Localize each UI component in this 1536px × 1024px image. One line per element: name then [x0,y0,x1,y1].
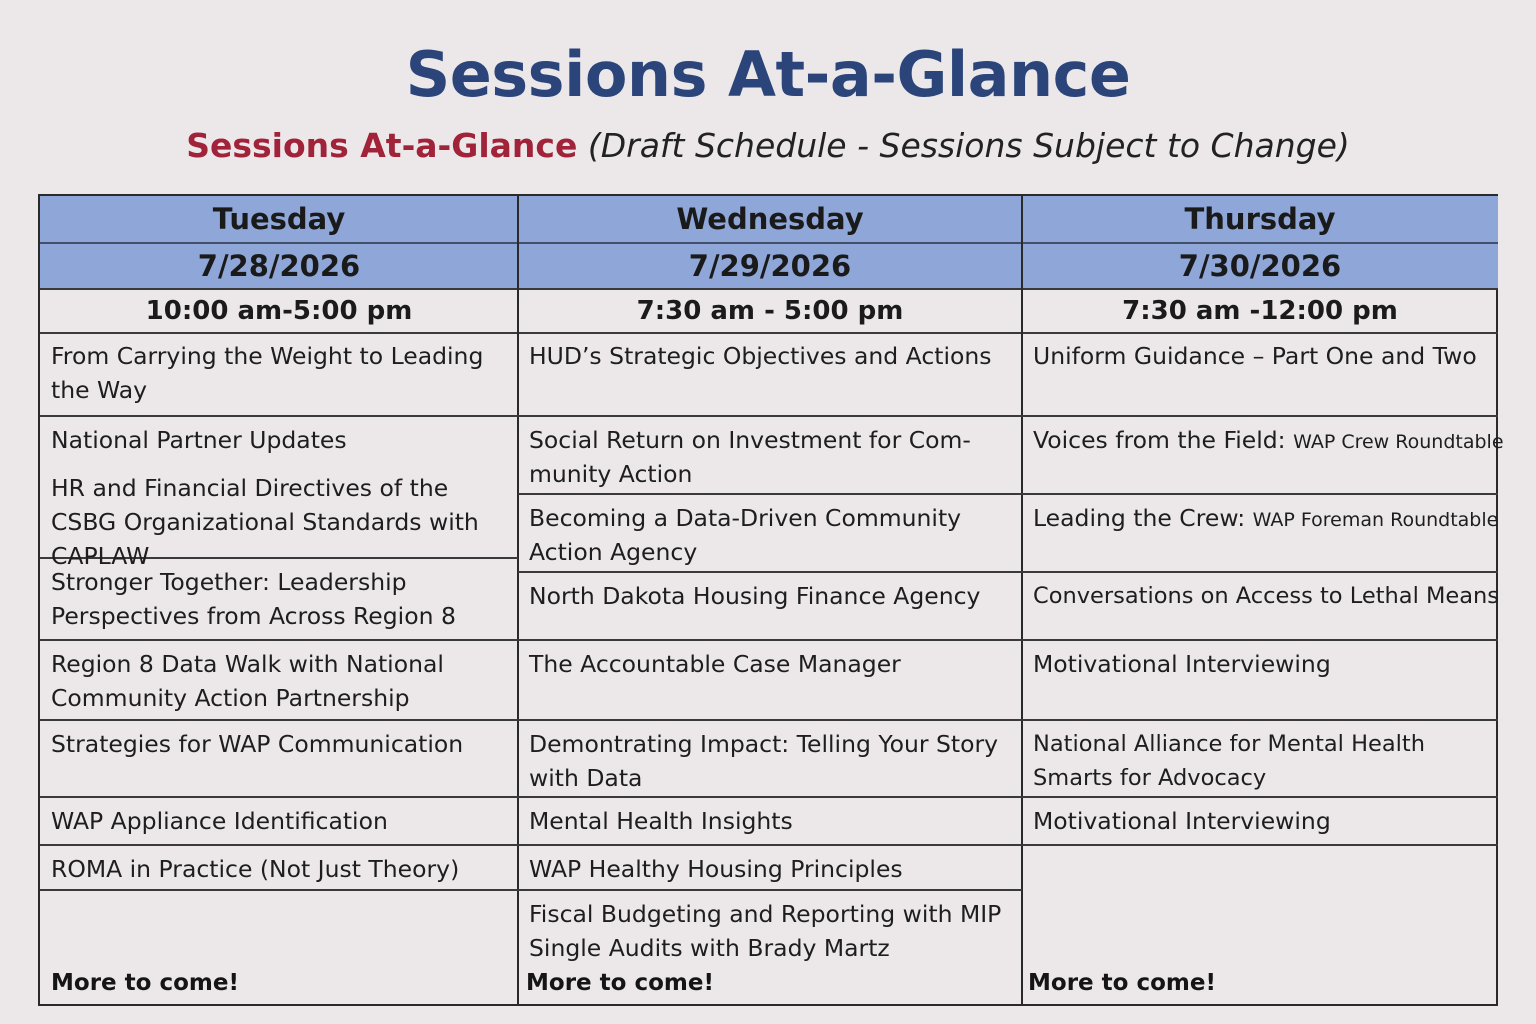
session-cell [40,333,516,407]
schedule-table [38,194,1504,1006]
day-header-tuesday: Tuesday [40,196,518,242]
more-to-come-thursday: More to come! [1028,970,1216,996]
session-title: HUD’s Strategic Objectives and Actions [529,342,992,370]
page-subtitle [0,126,1536,165]
session-cell [1022,333,1498,373]
divider [40,242,1498,244]
session-cell [518,573,1020,613]
session-title: North Dakota Housing Finance Agency [529,582,981,610]
session-cell [40,641,516,715]
session-cell [1022,641,1498,681]
session-cell [40,465,516,573]
session-cell [40,417,516,457]
session-title: From Carrying the Weight to Leading the Way [51,342,484,404]
session-title: WAP Healthy Housing Principles [529,855,903,883]
session-cell [40,798,516,838]
session-title: Leading the Crew: [1033,504,1246,532]
session-title: National Partner Updates [51,426,347,454]
subtitle-italic: (Draft Schedule - Sessions Subject to Change) [587,126,1350,165]
session-title: WAP Appliance Identification [51,807,388,835]
hours-thursday: 7:30 am -12:00 pm [1122,296,1398,326]
session-cell [1022,495,1498,537]
date-tuesday: 7/28/2026 [40,243,518,289]
session-cell [40,846,516,886]
date-thursday: 7/30/2026 [1022,243,1498,289]
more-to-come-wednesday: More to come! [526,970,714,996]
divider [40,288,1498,290]
session-cell [40,721,516,761]
session-cell [518,798,1020,838]
session-title: HR and Financial Directives of the CSBG Organizational Standards with CAPLAW [51,474,479,570]
session-title: ROMA in Practice (Not Just Theory) [51,855,460,883]
session-title: The Accountable Case Manager [529,650,901,678]
date-wednesday: 7/29/2026 [518,243,1022,289]
session-title: Region 8 Data Walk with National Community Action Partnership [51,650,444,712]
session-title: Stronger Together: Leadership Perspectives from Across Region 8 [51,568,456,630]
session-cell [1022,798,1498,838]
session-title: Mental Health Insights [529,807,793,835]
session-title: Social Return on Investment for Com- munity Action [529,426,971,488]
subtitle-bold: Sessions At-a-Glance [186,126,578,165]
session-title: Strategies for WAP Communication [51,730,464,758]
hours-tuesday: 10:00 am-5:00 pm [145,296,413,326]
session-title: Uniform Guidance – Part One and Two [1033,342,1477,370]
row-divider [1022,844,1498,846]
session-title: Fiscal Budgeting and Reporting with MIP [529,900,1002,928]
page-title: Sessions At-a-Glance [405,38,1131,111]
session-title: Motivational Interviewing [1033,650,1331,678]
day-header-wednesday: Wednesday [518,196,1022,242]
session-title: Motivational Interviewing [1033,807,1331,835]
session-title: Becoming a Data-Driven Community Action Agency [529,504,962,566]
session-cell [1022,721,1498,795]
session-title: Conversations on Access to Lethal Means [1033,583,1500,609]
session-subtitle: WAP Foreman Roundtable [1252,509,1499,531]
session-subtitle: WAP Crew Roundtable [1293,431,1504,453]
session-cell [518,495,998,569]
day-header-thursday: Thursday [1022,196,1498,242]
session-title: Demontrating Impact: Telling Your Story with Data [529,730,999,792]
more-to-come-tuesday: More to come! [51,970,239,996]
session-title: Single Audits with Brady Martz [529,934,890,962]
row-divider [40,889,518,891]
session-cell [518,333,1020,373]
session-cell [518,846,1020,886]
session-title: National Alliance for Mental Health Smarts for Advocacy [1033,731,1425,791]
session-cell [40,559,516,633]
session-cell [1022,573,1498,613]
session-cell [518,417,998,491]
session-cell [518,641,1020,681]
hours-wednesday: 7:30 am - 5:00 pm [636,296,904,326]
session-cell [1022,417,1504,459]
session-cell [518,891,1020,965]
session-title: Voices from the Field: [1033,426,1286,454]
session-cell [518,721,1020,795]
